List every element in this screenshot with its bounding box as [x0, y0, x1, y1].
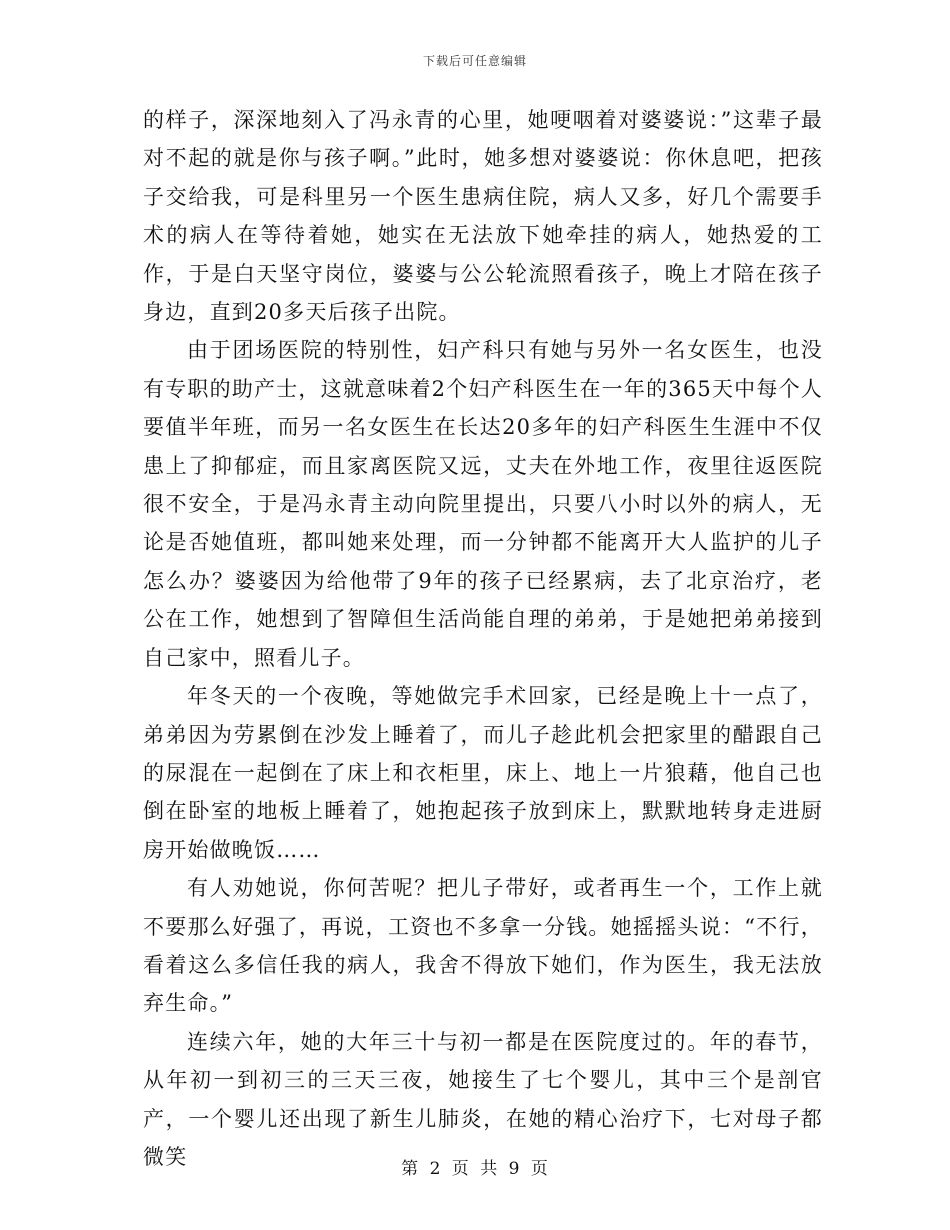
paragraph-4: 有人劝她说，你何苦呢？把儿子带好，或者再生一个，工作上就不要那么好强了，再说，工资也不多拿一分钱。她摇摇头说：“不行，看着这么多信任我的病人，我舍不得放下她们，作为医生，我无法放弃生命。”: [143, 876, 823, 1016]
page-header-note: 下载后可任意编辑: [422, 54, 527, 68]
page-number-footer: 第 2 页 共 9 页: [401, 1159, 549, 1179]
paragraph-5: 连续六年，她的大年三十与初一都是在医院度过的。年的春节，从年初一到初三的三天三夜，她接生了七个婴儿，其中三个是剖官产，一个婴儿还出现了新生儿肺炎，在她的精心治疗下，七对母子都微笑: [143, 1029, 823, 1169]
paragraph-3: 年冬天的一个夜晚，等她做完手术回家，已经是晚上十一点了，弟弟因为劳累倒在沙发上睡着了，而儿子趁此机会把家里的醋跟自己的尿混在一起倒在了床上和衣柜里，床上、地上一片狼藉，他自己也倒在卧室的地板上睡着了，她抱起孩子放到床上，默默地转身走进厨房开始做晚饭……: [143, 684, 823, 862]
paragraph-2: 由于团场医院的特别性，妇产科只有她与另外一名女医生，也没有专职的助产士，这就意味着2个妇产科医生在一年的365天中每个人要值半年班，而另一名女医生在长达20多年的妇产科医生生涯中不仅患上了抑郁症，而且家离医院又远，丈夫在外地工作，夜里往返医院很不安全，于是冯永青主动向院里提出，只要八小时以外的病人，无论是否她值班，都叫她来处理，而一分钟都不能离开大人监护的儿子怎么办？婆婆因为给他带了9年的孩子已经累病，去了北京治疗，老公在工作，她想到了智障但生活尚能自理的弟弟，于是她把弟弟接到自己家中，照看儿子。: [143, 338, 823, 670]
paragraph-1: 的样子，深深地刻入了冯永青的心里，她哽咽着对婆婆说：”这辈子最对不起的就是你与孩子啊。”此时，她多想对婆婆说：你休息吧，把孩子交给我，可是科里另一个医生患病住院，病人又多，好几个需要手术的病人在等待着她，她实在无法放下她牵挂的病人，她热爱的工作，于是白天坚守岗位，婆婆与公公轮流照看孩子，晚上才陪在孩子身边，直到20多天后孩子出院。: [143, 108, 823, 325]
document-body: [143, 101, 823, 1176]
